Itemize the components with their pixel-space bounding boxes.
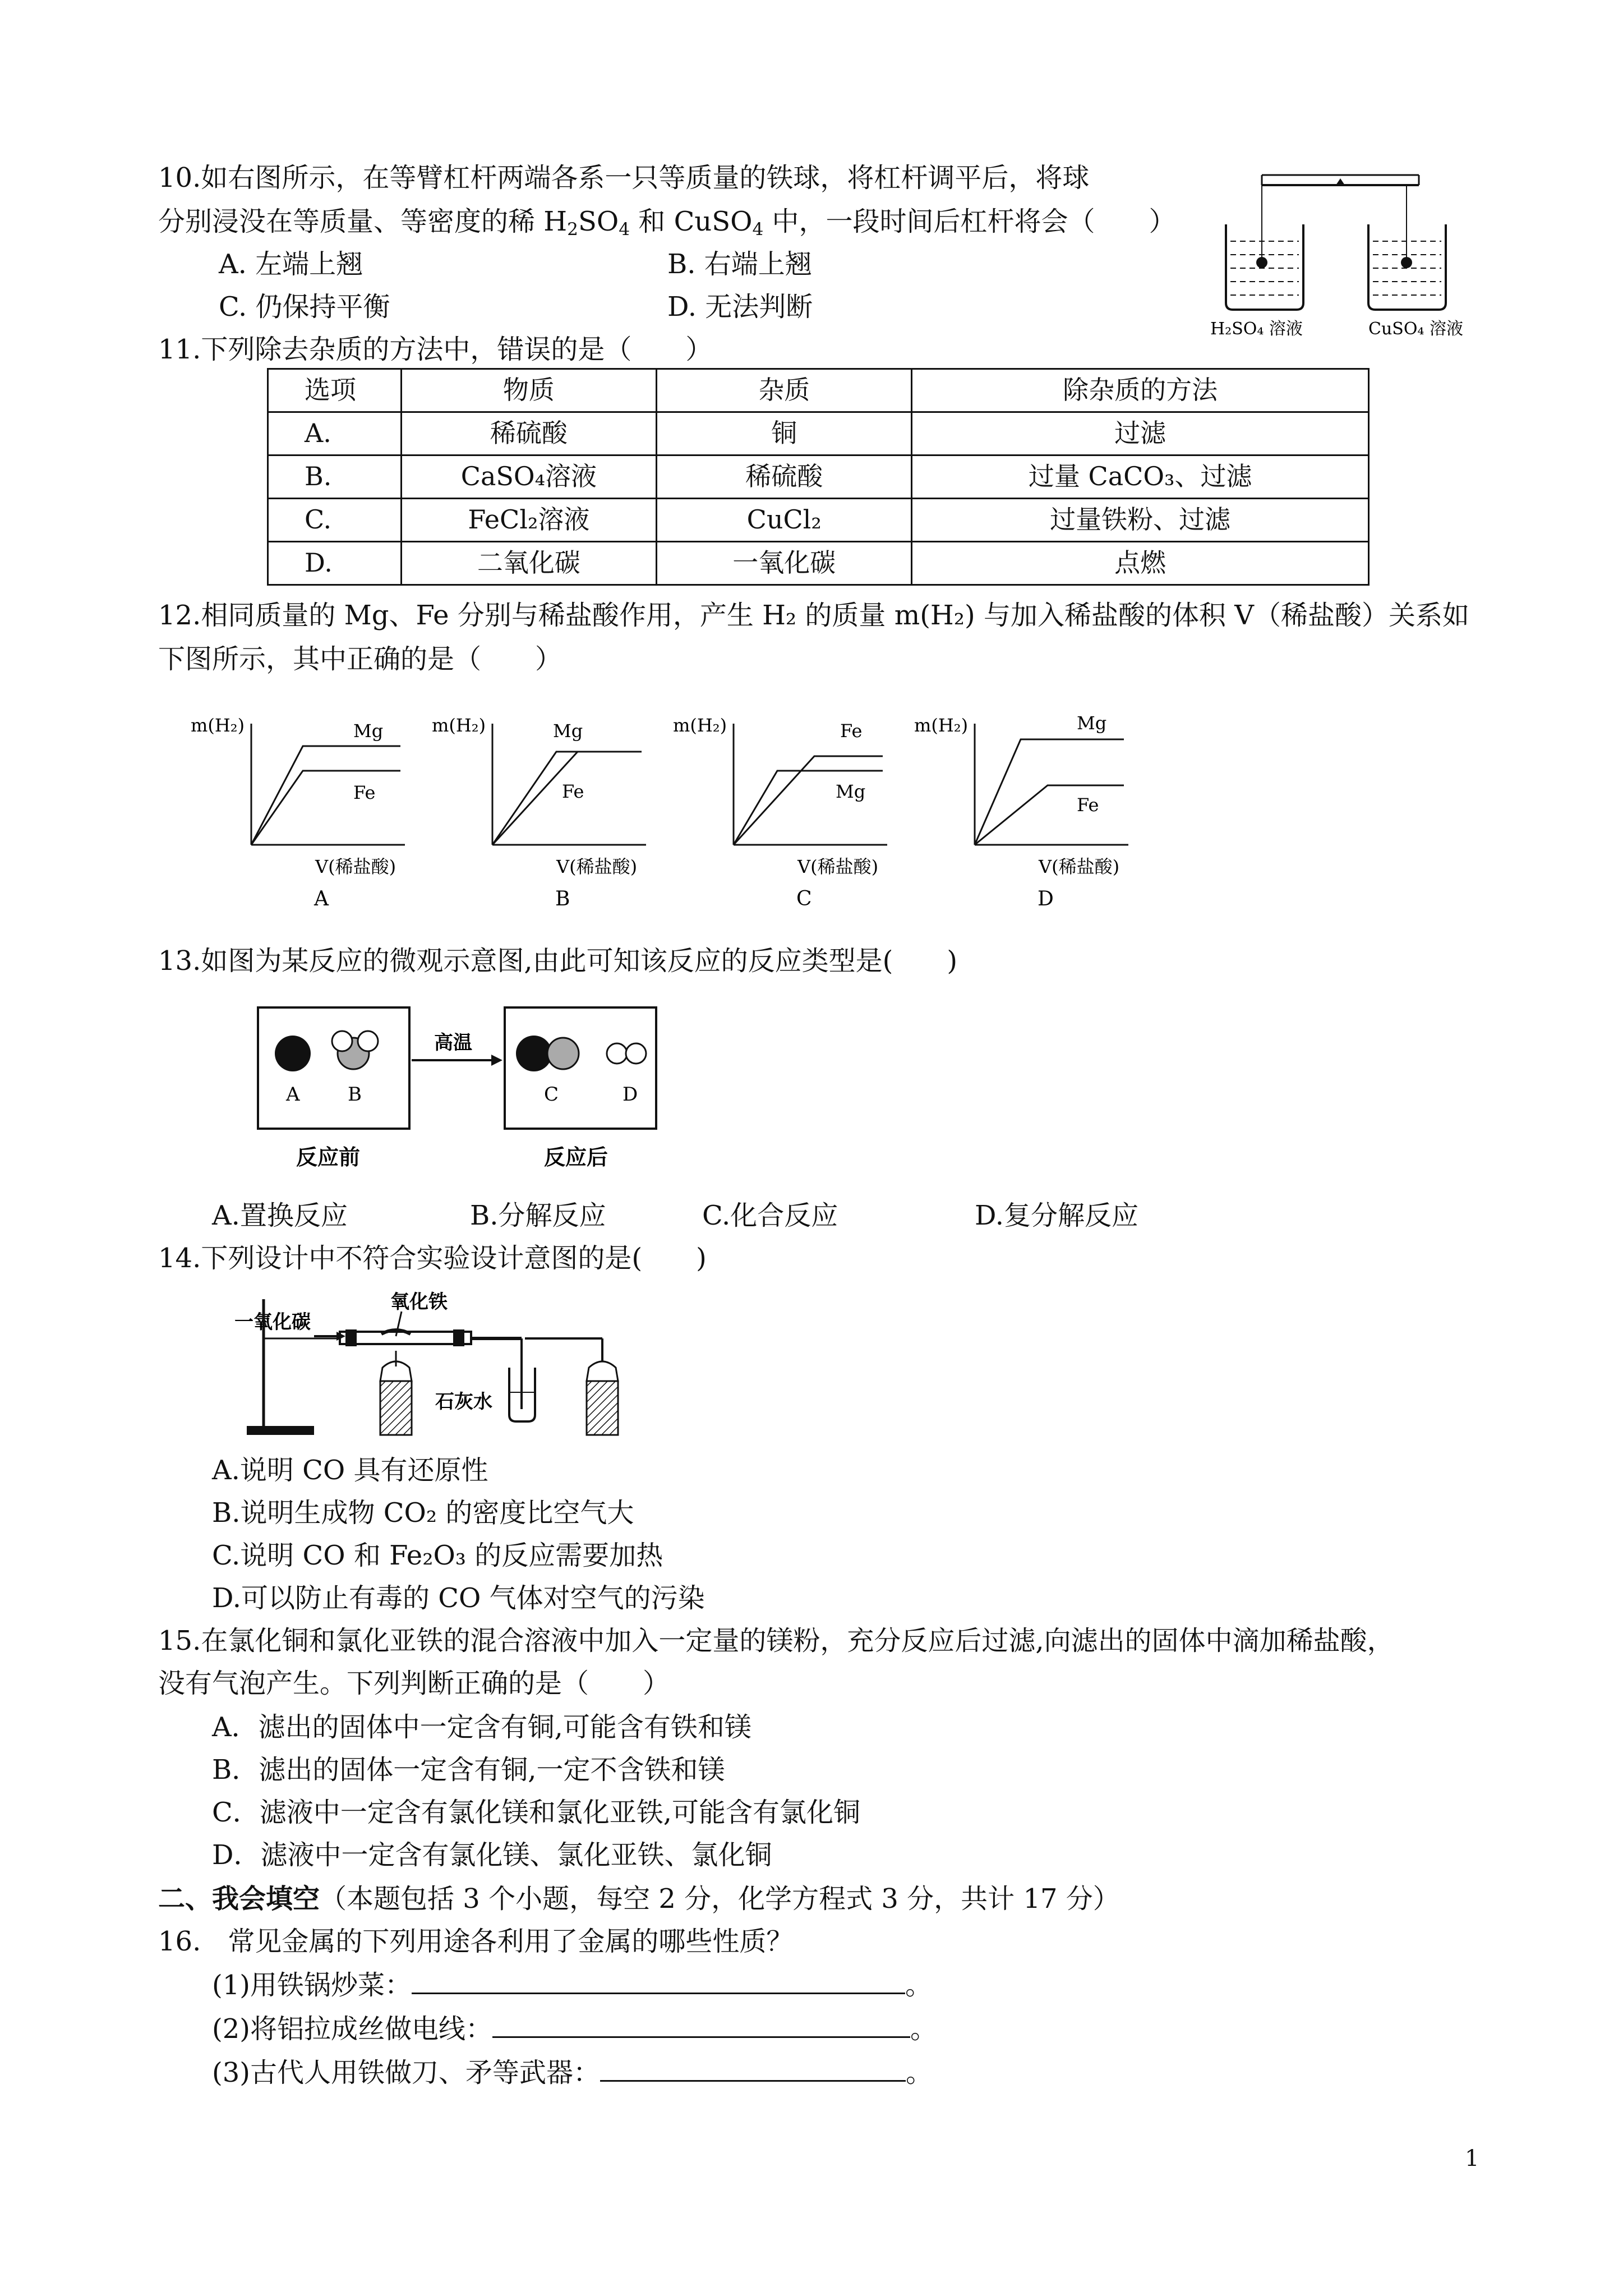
q12-graphs [185, 701, 1172, 914]
q12-graph-d[interactable] [914, 712, 1128, 910]
table-cell: 稀硫酸 [401, 412, 656, 455]
table-cell: 过量铁粉、过滤 [912, 499, 1369, 542]
table-cell: 一氧化碳 [657, 542, 912, 585]
q12-c-bottom-label: Mg [836, 781, 866, 802]
q12-xlabel: V(稀盐酸) [797, 856, 879, 877]
table-header-row [268, 369, 1369, 412]
q15-option-a[interactable]: A．滤出的固体中一定含有铜,可能含有铁和镁 [212, 1711, 751, 1743]
q13-stem: 13.如图为某反应的微观示意图,由此可知该反应的反应类型是( ) [158, 945, 958, 977]
q14-option-d[interactable]: D.可以防止有毒的 CO 气体对空气的污染 [212, 1582, 705, 1614]
q12-xlabel: V(稀盐酸) [1039, 856, 1120, 877]
q13-label-c: C [544, 1083, 559, 1106]
q10-lever-figure [1206, 163, 1475, 348]
q13-option-b[interactable]: B.分解反应 [470, 1200, 606, 1231]
table-cell: CaSO₄溶液 [401, 455, 656, 499]
q14-label-lime: 石灰水 [435, 1391, 492, 1413]
q12-ylabel: m(H₂) [673, 715, 727, 736]
q10-option-c[interactable]: C. 仍保持平衡 [219, 291, 390, 323]
q13-label-a: A [286, 1083, 300, 1106]
q13-option-d[interactable]: D.复分解反应 [975, 1200, 1139, 1231]
section-2-heading [158, 1881, 1120, 1916]
table-cell: 过量 CaCO₃、过滤 [912, 455, 1369, 499]
q15-option-b[interactable]: B．滤出的固体一定含有铜,一定不含铁和镁 [212, 1754, 725, 1786]
q12-xlabel: V(稀盐酸) [556, 856, 638, 877]
q14-option-a[interactable]: A.说明 CO 具有还原性 [212, 1455, 488, 1486]
table-row[interactable] [268, 542, 1369, 585]
table-header: 除杂质的方法 [912, 369, 1369, 412]
q14-label-fe: 氧化铁 [390, 1291, 448, 1313]
q10-stem-line1: 10.如右图所示，在等臂杠杆两端各系一只等质量的铁球，将杠杆调平后，将球 [158, 162, 1090, 194]
answer-blank[interactable] [492, 2012, 910, 2038]
q16-item-1: (1)用铁锅炒菜： 。 [212, 1968, 932, 2003]
q16-item-2: (2)将铝拉成丝做电线： 。 [212, 2012, 937, 2046]
q13-label-b: B [348, 1083, 362, 1106]
table-cell: C. [268, 499, 402, 542]
table-cell: 铜 [657, 412, 912, 455]
q12-letter-d: D [1038, 887, 1054, 910]
table-cell: 稀硫酸 [657, 455, 912, 499]
q12-stem-line2: 下图所示，其中正确的是（ ） [158, 643, 562, 675]
section-2-title: 二、我会填空 [158, 1883, 320, 1915]
q12-letter-b: B [555, 887, 570, 910]
table-cell: CuCl₂ [657, 499, 912, 542]
q12-letter-a: A [314, 887, 329, 910]
table-cell: A. [268, 412, 402, 455]
q14-option-b[interactable]: B.说明生成物 CO₂ 的密度比空气大 [212, 1497, 634, 1529]
q12-ylabel: m(H₂) [432, 715, 486, 736]
q12-stem-line1: 12.相同质量的 Mg、Fe 分别与稀盐酸作用，产生 H₂ 的质量 m(H₂) 与加入稀盐酸的体积 V（稀盐酸）关系如 [158, 600, 1469, 631]
section-2-note: （本题包括 3 个小题，每空 2 分，化学方程式 3 分，共计 17 分） [320, 1883, 1120, 1915]
q13-before-label: 反应前 [296, 1144, 361, 1170]
q13-arrow-label: 高温 [434, 1032, 472, 1054]
q12-b-top-label: Mg [553, 720, 583, 742]
q14-option-c[interactable]: C.说明 CO 和 Fe₂O₃ 的反应需要加热 [212, 1540, 663, 1571]
table-cell: D. [268, 542, 402, 585]
q10-stem-line2: 分别浸没在等质量、等密度的稀 $H_2SO_4$ 和 CuSO$_4$ 中，一段时间后杠杆将会（ ） [158, 206, 1176, 240]
q11-table [267, 368, 1370, 586]
q12-b-bottom-label: Fe [562, 781, 584, 802]
table-row[interactable] [268, 455, 1369, 499]
q13-option-a[interactable]: A.置换反应 [212, 1200, 348, 1231]
q12-xlabel: V(稀盐酸) [315, 856, 396, 877]
q13-label-d: D [623, 1083, 638, 1106]
q15-stem-line1: 15.在氯化铜和氯化亚铁的混合溶液中加入一定量的镁粉，充分反应后过滤,向滤出的固体中滴加稀盐酸， [158, 1625, 1394, 1657]
q16-stem: 16. 常见金属的下列用途各利用了金属的哪些性质？ [158, 1926, 794, 1957]
q16-item-3: (3)古代人用铁做刀、矛等武器： 。 [212, 2055, 933, 2090]
table-cell: FeCl₂溶液 [401, 499, 656, 542]
table-cell: 二氧化碳 [401, 542, 656, 585]
q14-label-co: 一氧化碳 [234, 1311, 311, 1333]
table-row[interactable] [268, 499, 1369, 542]
q12-a-bottom-label: Fe [353, 782, 376, 803]
q13-after-label: 反应后 [544, 1144, 608, 1170]
q11-stem: 11.下列除去杂质的方法中，错误的是（ ） [158, 334, 713, 365]
q12-c-top-label: Fe [840, 720, 863, 742]
q10-label-h2so4: H₂SO₄ 溶液 [1210, 319, 1303, 339]
page-number: 1 [1465, 2146, 1479, 2171]
q14-stem: 14.下列设计中不符合实验设计意图的是( ) [158, 1243, 707, 1274]
table-header: 选项 [268, 369, 402, 412]
q12-ylabel: m(H₂) [191, 715, 245, 736]
table-header: 物质 [401, 369, 656, 412]
q13-option-c[interactable]: C.化合反应 [702, 1200, 838, 1231]
q12-d-top-label: Mg [1077, 712, 1107, 734]
q12-ylabel: m(H₂) [914, 715, 969, 736]
table-cell: B. [268, 455, 402, 499]
q10-option-a[interactable]: A. 左端上翘 [219, 249, 363, 280]
q12-graph-b[interactable] [432, 715, 646, 910]
q12-a-top-label: Mg [353, 720, 384, 742]
q14-apparatus-figure [230, 1282, 656, 1445]
q10-option-b[interactable]: B. 右端上翘 [667, 249, 812, 280]
q12-letter-c: C [796, 887, 812, 910]
table-header: 杂质 [657, 369, 912, 412]
q15-option-d[interactable]: D．滤液中一定含有氯化镁、氯化亚铁、氯化铜 [212, 1839, 772, 1871]
q10-label-cuso4: CuSO₄ 溶液 [1368, 319, 1463, 339]
q15-option-c[interactable]: C．滤液中一定含有氯化镁和氯化亚铁,可能含有氯化铜 [212, 1797, 860, 1828]
table-cell: 过滤 [912, 412, 1369, 455]
q10-option-d[interactable]: D. 无法判断 [667, 291, 813, 323]
table-cell: 点燃 [912, 542, 1369, 585]
table-row[interactable] [268, 412, 1369, 455]
q12-graph-c[interactable] [673, 715, 887, 910]
q15-stem-line2: 没有气泡产生。下列判断正确的是（ ） [158, 1668, 670, 1699]
answer-blank[interactable] [600, 2055, 906, 2082]
q12-graph-a[interactable] [191, 715, 405, 910]
q13-reaction-figure [252, 1002, 679, 1187]
answer-blank[interactable] [412, 1968, 905, 1994]
q12-d-bottom-label: Fe [1077, 794, 1099, 816]
